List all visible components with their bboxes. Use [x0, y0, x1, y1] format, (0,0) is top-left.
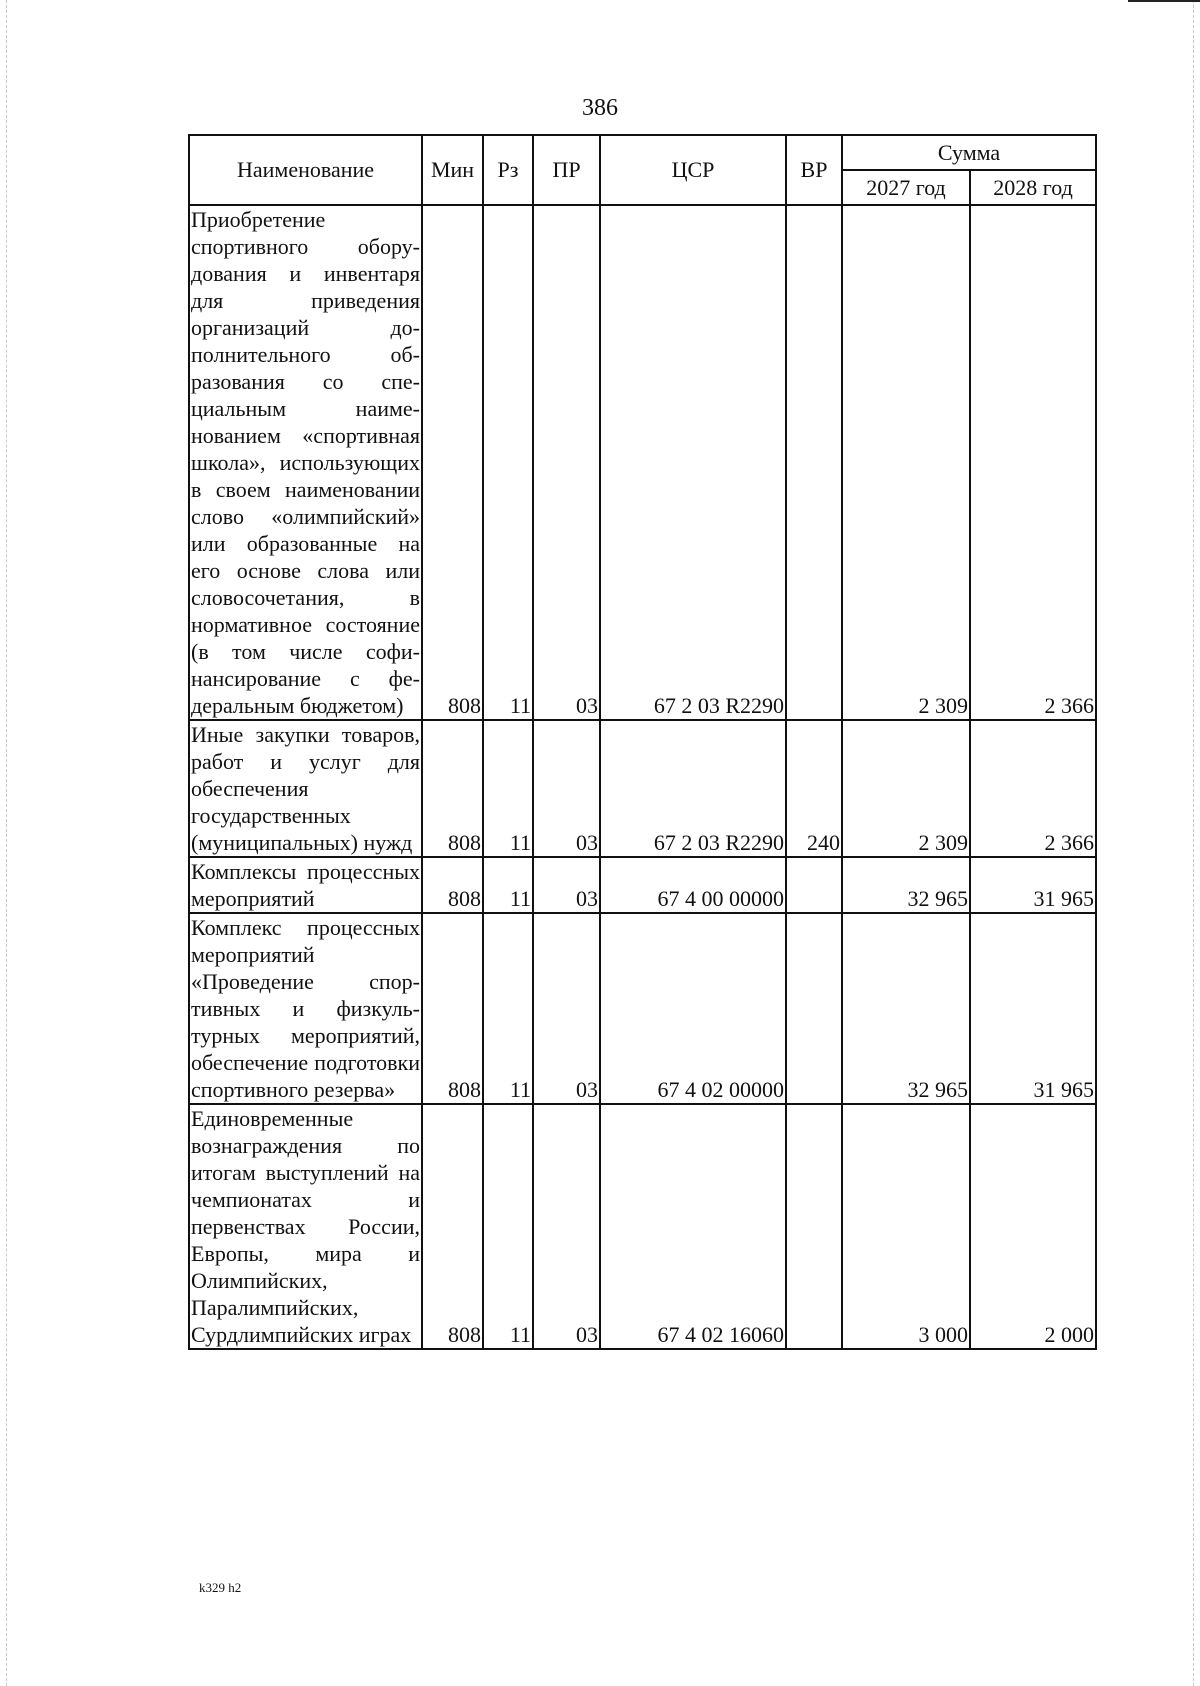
budget-table — [188, 134, 1097, 1350]
table-row — [189, 205, 1096, 720]
row-name: Приобретение спортивного оборудования и инвентаря для приведения организаций дополнительного образования со специальным наименованием «спортивная школа», использующих в своем наименовании слово «олимпийский» или образованные на его основе слова или словосочетания, в нормативное состояние (в том числе софинансирование с федеральным бюджетом) — [191, 207, 420, 718]
header-rz: Рз — [483, 135, 533, 205]
table-body — [189, 205, 1096, 1349]
row-min: 808 — [422, 1104, 483, 1349]
scan-edge-left — [6, 0, 7, 1686]
header-sum: Сумма — [842, 135, 1096, 170]
table-row — [189, 913, 1096, 1104]
row-min: 808 — [422, 720, 483, 857]
header-2027: 2027 год — [842, 170, 970, 205]
footer-code: k329 h2 — [199, 1580, 242, 1595]
row-name: Комплекс процессных мероприятий «Проведение спортивных и физкультурных мероприятий, обеспечение подготовки спортивного резерва» — [191, 915, 420, 1102]
table-row — [189, 1104, 1096, 1349]
row-rz: 11 — [483, 913, 533, 1104]
row-rz: 11 — [483, 720, 533, 857]
row-csr: 67 2 03 R2290 — [600, 205, 786, 720]
header-csr: ЦСР — [600, 135, 786, 205]
row-vr — [786, 205, 842, 720]
row-csr: 67 4 02 00000 — [600, 913, 786, 1104]
table-row — [189, 857, 1096, 913]
row-min: 808 — [422, 857, 483, 913]
row-name: Единовременные вознаграждения по итогам выступлений на чемпионатах и первенствах России, Европы, мира и Олимпийских, Паралимпийских, Сурдлимпийских играх — [191, 1106, 420, 1347]
row-rz: 11 — [483, 857, 533, 913]
row-2027: 3 000 — [842, 1104, 970, 1349]
header-vr: ВР — [786, 135, 842, 205]
row-csr: 67 2 03 R2290 — [600, 720, 786, 857]
row-name: Комплексы процессных мероприятий — [191, 859, 420, 911]
row-2027: 2 309 — [842, 720, 970, 857]
row-min: 808 — [422, 913, 483, 1104]
row-min: 808 — [422, 205, 483, 720]
page-number: 386 — [582, 95, 618, 121]
table-row — [189, 720, 1096, 857]
row-rz: 11 — [483, 205, 533, 720]
row-pr: 03 — [533, 720, 600, 857]
row-pr: 03 — [533, 857, 600, 913]
row-csr: 67 4 00 00000 — [600, 857, 786, 913]
row-pr: 03 — [533, 913, 600, 1104]
header-pr: ПР — [533, 135, 600, 205]
row-pr: 03 — [533, 205, 600, 720]
row-2028: 2 366 — [970, 205, 1096, 720]
row-vr — [786, 1104, 842, 1349]
row-2027: 2 309 — [842, 205, 970, 720]
row-rz: 11 — [483, 1104, 533, 1349]
row-vr: 240 — [786, 720, 842, 857]
header-2028: 2028 год — [970, 170, 1096, 205]
row-2027: 32 965 — [842, 913, 970, 1104]
row-vr — [786, 913, 842, 1104]
row-name: Иные закупки товаров, работ и услуг для обеспечения государственных (муниципальных) нужд — [191, 722, 420, 855]
row-2028: 2 366 — [970, 720, 1096, 857]
header-min: Мин — [422, 135, 483, 205]
scan-corner-mark — [1128, 0, 1200, 2]
row-2027: 32 965 — [842, 857, 970, 913]
row-2028: 31 965 — [970, 857, 1096, 913]
row-2028: 31 965 — [970, 913, 1096, 1104]
row-csr: 67 4 02 16060 — [600, 1104, 786, 1349]
row-vr — [786, 857, 842, 913]
row-2028: 2 000 — [970, 1104, 1096, 1349]
header-name: Наименование — [189, 135, 422, 205]
scan-edge-right — [1193, 0, 1194, 1686]
row-pr: 03 — [533, 1104, 600, 1349]
